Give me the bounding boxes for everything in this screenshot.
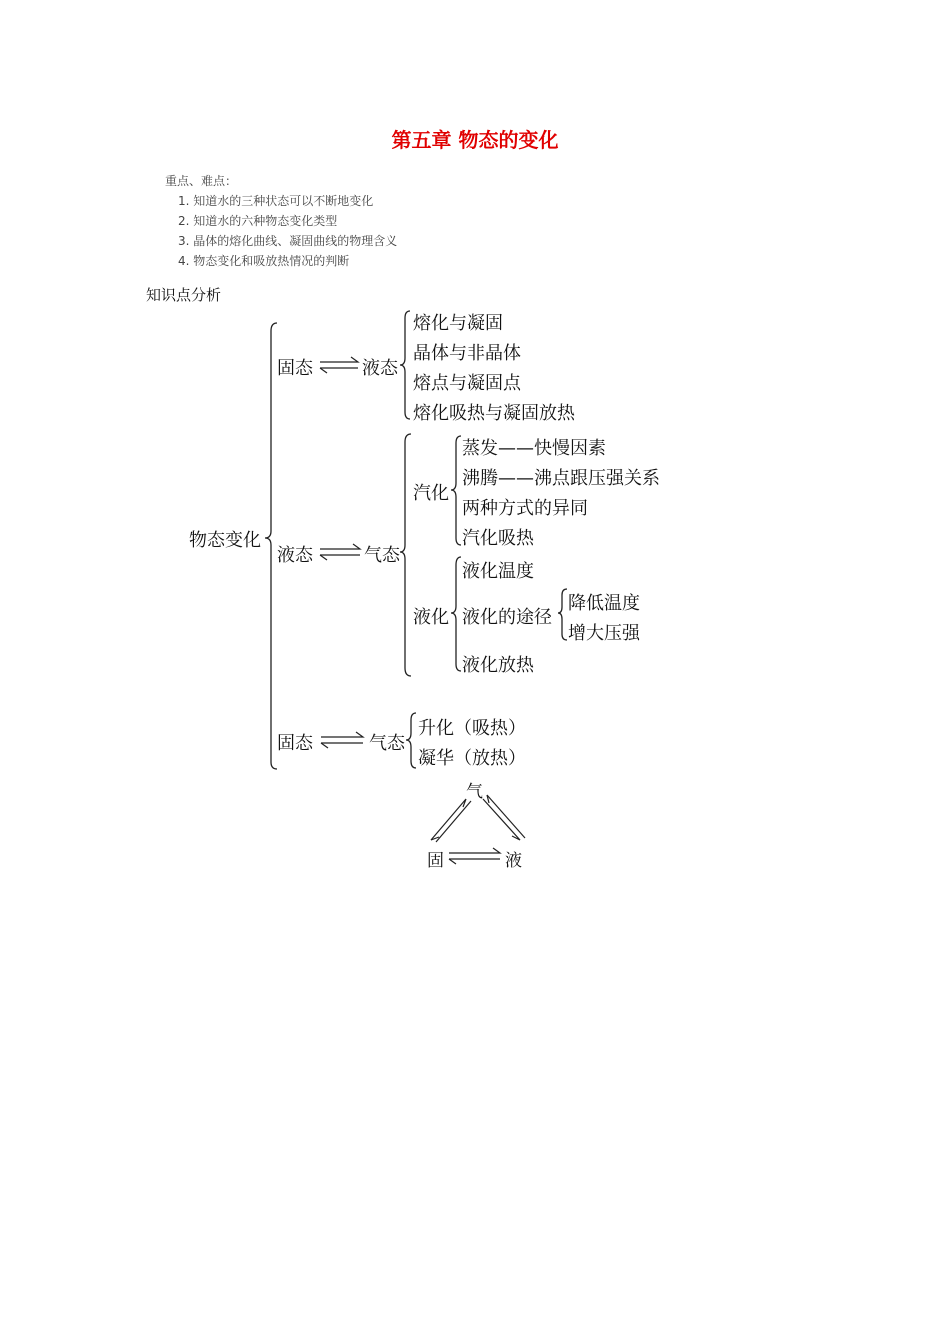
topic-node: 两种方式的异同 — [462, 498, 588, 519]
equilibrium-arrow — [320, 357, 358, 373]
topic-node: 凝华（放热） — [418, 748, 526, 769]
key-points-heading: 重点、难点： — [165, 174, 238, 188]
liquid-gas-brace — [400, 434, 411, 676]
equilibrium-arrow — [321, 732, 363, 748]
topic-node: 熔化与凝固 — [413, 313, 503, 334]
state-node: 液态 — [362, 358, 398, 379]
key-point-item: 1. 知道水的三种状态可以不断地变化 — [178, 194, 374, 208]
section-title: 知识点分析 — [146, 286, 222, 304]
process-node: 液化 — [413, 607, 449, 628]
topic-node: 汽化吸热 — [462, 528, 534, 549]
vaporization-brace — [451, 436, 461, 545]
root-brace — [265, 323, 277, 769]
state-node: 固态 — [277, 733, 313, 754]
solid-liquid-brace — [400, 311, 410, 419]
topic-node: 液化的途径 — [462, 607, 552, 628]
topic-node: 液化放热 — [462, 655, 534, 676]
topic-node: 沸腾——沸点跟压强关系 — [462, 468, 660, 489]
topic-node: 增大压强 — [568, 623, 640, 644]
liquefaction-methods-brace — [558, 589, 567, 640]
page-title: 第五章 物态的变化 — [391, 128, 559, 152]
state-node: 固态 — [277, 358, 313, 379]
state-node: 气态 — [369, 733, 405, 754]
key-point-item: 2. 知道水的六种物态变化类型 — [178, 214, 338, 228]
topic-node: 晶体与非晶体 — [413, 343, 521, 364]
topic-node: 蒸发——快慢因素 — [462, 438, 606, 459]
state-node: 液态 — [277, 545, 313, 566]
equilibrium-arrow — [320, 544, 360, 560]
key-point-item: 3. 晶体的熔化曲线、凝固曲线的物理含义 — [178, 234, 398, 248]
process-node: 汽化 — [413, 483, 449, 504]
key-point-item: 4. 物态变化和吸放热情况的判断 — [178, 254, 350, 268]
triangle-gas-label: 气 — [466, 782, 483, 802]
topic-node: 熔点与凝固点 — [413, 373, 521, 394]
triangle-solid-label: 固 — [427, 851, 444, 871]
topic-node: 熔化吸热与凝固放热 — [413, 403, 575, 424]
solid-gas-brace — [406, 713, 416, 768]
topic-node: 升化（吸热） — [418, 718, 526, 739]
topic-node: 降低温度 — [568, 593, 640, 614]
state-node: 气态 — [364, 545, 400, 566]
root-node: 物态变化 — [189, 530, 261, 551]
triangle-liquid-label: 液 — [505, 851, 522, 871]
topic-node: 液化温度 — [462, 561, 534, 582]
liquefaction-brace — [451, 557, 461, 671]
